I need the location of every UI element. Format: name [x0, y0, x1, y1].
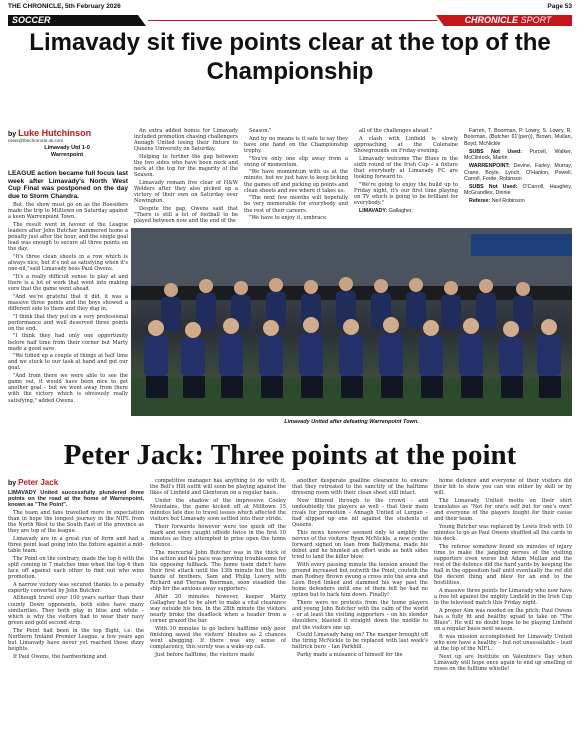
team-lineup-limavady	[354, 208, 458, 214]
paragraph: "The next few months will hopefully be very memorable for everybody and the rest of their careers.	[244, 195, 348, 214]
subs-players: Purcell, Walker, McClintock, Martin	[464, 148, 572, 162]
team-label: LIMAVADY:	[359, 207, 388, 214]
author-email[interactable]: news@thechronicle.uk.com	[8, 138, 64, 143]
story1-column-2	[134, 128, 238, 224]
paragraph: home defence and everyone of their visitors did their bit to show you can win either by skill or by will.	[434, 478, 572, 497]
sport-label: SPORT	[520, 15, 552, 25]
paragraph: An extra added bonus for Limavady included promotion chasing challengers Annagh United losing their fixture to Queens University on Saturday.	[134, 128, 238, 153]
paragraph: Could Limavady hang on? The manger brought off the tiring McNickle to be replaced with last week's hattrick hero – Ian Parkhill.	[292, 632, 428, 651]
referee-label: Referee:	[469, 198, 491, 205]
paragraph: Parky made a nuisance of himself for the	[297, 652, 403, 659]
story1-column-1	[8, 170, 128, 440]
score-team: Warrenpoint	[50, 152, 84, 158]
story2-column-2	[150, 478, 286, 732]
paragraph: And by no means is it safe to say they have one hand on the Championship trophy.	[244, 135, 348, 154]
paragraph: There were no protests from the home players and young John Butcher with the calm of the world – or at least the visiting supporters – on his slender shoulders, blasted it straight down the middle to put the visitors one up.	[292, 600, 428, 631]
paragraph: "We have to enjoy it, embrace	[249, 215, 327, 222]
paragraph: Limavady remain five clear of H&W Welders after they also picked up a victory of their own on Saturday over Newington.	[134, 179, 238, 205]
paragraph: After 20 minutes however, keeper Marty Gallagher had to be alert to make a vital clearance way outside his box. In the 28th minute the visitors nearly broke the deadlock when a header from a corner grazed the bar.	[150, 594, 286, 625]
section-divider	[148, 20, 437, 21]
story2-column-3	[292, 478, 428, 732]
page-number: Page 53	[547, 3, 572, 10]
paragraph: Just before halftime, the visitors made	[155, 652, 255, 659]
paragraph: "It's a really difficult venue to play at and there is a lot of work that went into making sure that the game went ahead.	[8, 273, 128, 292]
chronicle-sport-label	[444, 15, 572, 26]
paragraph: A narrow victory was secured thanks to a penalty expertly converted by John Butcher.	[8, 581, 144, 594]
paragraph: A clash with Linfield is slowly approaching at the Coleraine Showgrounds on Friday evening.	[354, 135, 458, 154]
paragraph: "And from there we were able to see the game out, it would have been nice to get another goal – but we went away from there with the victory which is obviously really satisfying," added Owens.	[8, 373, 128, 404]
section-band	[8, 15, 572, 26]
paragraph: Now filtered through to the crowd – and undoubtedly the players as well – that their main rivals for promotion – Annagh United of Lurgan – had slipped up one nil against the students of Queens.	[292, 497, 428, 529]
story2-column-1	[8, 490, 144, 732]
paragraph: A massive three points for Limavady who now have a free hit against the mighty Linfield in the Irish Cup in the televised match this Friday night.	[434, 587, 572, 607]
paragraph: The mercurial John Butcher was in the thick of the action and his pace was proving troublesome for his opposing fullback. The home team didn't have their first attack until the 13th minute but the two bands of brothers, Sam and Philip Lowry with Richard and Tiernan Boorman, soon steadied the ship for the anxious away supporters.	[150, 549, 286, 593]
team-lineup-continued: Farren, T. Boorman, P. Lowry, S. Lowry, R. Boorman, (Butcher 61'(pen)), Brown, Mullan, Boyd, McNickle	[464, 128, 572, 147]
story1-column-3	[244, 128, 348, 224]
paragraph: The Limavady United motto on their shirt translates as "Not for one's self but for one's own" and everyone of the players fought for their cause and their team.	[434, 497, 572, 523]
paragraph: Under the shadow of the impressive Cooley Mountains, the game kicked off at Milltown 15 minutes late due to travel issues which affected the visitors but Limavady soon settled into their stride.	[150, 497, 286, 523]
byline-prefix: by	[8, 131, 17, 138]
story2-column-4	[434, 478, 572, 732]
author-name: Peter Jack	[18, 478, 59, 487]
paper-dateline: THE CHRONICLE, 5th February 2026	[8, 3, 121, 10]
team-label: WARRENPOINT:	[469, 163, 510, 170]
team-photo	[131, 228, 572, 416]
paragraph: another desperate goalline clearance to ensure that they retreated to the sanctity of the halftime dressing room with their clean sheet still intact.	[292, 478, 428, 497]
paragraph: With 10 minutes to go before halftime only poor finishing saved the visitors' blushes as 2 chances went abegging. If there was any sense of complacency, this surely was a wake-up call.	[150, 626, 286, 651]
paragraph: It was mission accomplished for Limavady United who now have a healthy – but not unassailable – lead at the top of the NIFL.	[434, 633, 572, 652]
paragraph: all of the challenges ahead."	[359, 128, 433, 134]
photo-caption: Limavady United after defeating Warrenpoint Town.	[284, 419, 419, 425]
paragraph: "We're going to enjoy the build up to Friday night, it's our first time playing on TV which is going to be brilliant for everybody."	[354, 181, 458, 206]
team-players: Gallagher,	[388, 207, 413, 214]
story1-byline	[8, 128, 126, 159]
subs-label: SUBS Not Used:	[469, 184, 518, 191]
paragraph: competitive manager has anything to do with it, the Bell's Hill outfit will soon be playing against the likes of Linfield and Glentoran on a regular basis.	[150, 478, 286, 497]
paragraph: The referee somehow found six minutes of injury time to make the jangling nerves of the visiting supporters even worse but Adam Mullan and the rest of the defence did the hard yards by keeping the ball in the opposition half until eventually the ref did the decent thing and blew for an end to the hostilities.	[434, 543, 572, 587]
score-line: Limavady Utd 1-0	[44, 145, 90, 151]
paragraph: The Point on the contrary, made the top 6 with the split coming in 7 matches time when the top 6 then face off against each other to find out who wins promotion.	[8, 555, 144, 580]
byline-author	[8, 128, 126, 138]
team-photo-illustration	[131, 228, 572, 416]
paragraph: "I think that they put on a very professional performance and well deserved three points on the end.	[8, 313, 128, 332]
byline-prefix: by	[8, 480, 17, 487]
author-name: Luke Hutchinson	[18, 128, 92, 138]
page-header	[8, 3, 572, 13]
paragraph: The team and fans travelled more in expectation than in hope the longest journey in the NIFL from the North West to the South East of the province as they are top of the league.	[8, 509, 144, 535]
referee-name: Neil Robinson	[491, 198, 525, 205]
story1-column-5	[464, 128, 572, 224]
subs-label: SUBS Not Used:	[469, 148, 523, 155]
paragraph: If Paul Owens, the hardworking and	[13, 653, 107, 660]
paragraph: "We tidied up a couple of things at half time and we stuck to our task at hand and got our goal.	[8, 353, 128, 372]
paragraph: Limavady welcome The Blues in the sixth round of the Irish Cup – a fixture that everybody at Limavady FC are looking forward to.	[354, 155, 458, 180]
story2-byline	[8, 478, 58, 487]
soccer-section-label: SOCCER	[8, 15, 138, 26]
paragraph: "And we're grateful that it did, it was a massive three points and the boys showed a different side to them and they dug in.	[8, 293, 128, 312]
paragraph: Young Butcher was replaced by Lewis Irish with 10 minutes to go as Paul Owens shuffled all the cards in his deck.	[434, 523, 572, 543]
paragraph: Although travel over 100 years earlier than their county Down opponents, both sides have many similarities. They both play in blue and white – which is why the visitors had to wear their navy green and gold second strip.	[8, 595, 144, 626]
story1-column-4	[354, 128, 458, 224]
paragraph: "We have momentum with us at the minute, but we just have to keep ticking the games off and picking up points and clean sheets and see where it takes us.	[244, 169, 348, 194]
lead-paragraph: LIMAVADY United successfully plundered three points on the road at the home of Warrenpoint, known as "The Point".	[8, 490, 144, 509]
chronicle-brand: CHRONICLE	[464, 15, 519, 25]
subs-limavady	[464, 149, 572, 162]
referee-line	[464, 198, 572, 204]
paragraph: Helping to further the gap between the two sides who have been neck and neck at the top for the majority of the Season.	[134, 153, 238, 179]
paragraph: With every passing minute the tension around the ground increased but outwith the Point, couteth the man Rodney Brown swung a cross into the area and Leon Boyd linked and slammed his way past the home defenders until one of them felt he had no option but to hack him down. Finally!	[292, 562, 428, 599]
subs-players: O'Carroll, Haughey, McGrandles, Dinnie	[464, 184, 572, 197]
team-lineup-warrenpoint	[464, 163, 572, 182]
paragraph: The Point had been in the top flight, i.e. the Northern Ireland Premier League, a few years ago but Limavady have never yet reached those dizzy heights.	[8, 627, 144, 652]
paragraph: Season."	[249, 128, 272, 134]
paragraph: Next up are Institute on Valentine's Day when Limavady will hope once again to end up smelling of roses on the fulltime whistle!	[434, 653, 572, 672]
paragraph: But, the show must go on as the Roesiders made the trip to Milltown on Saturday against a keen Warrenpoint Town.	[8, 201, 128, 221]
paragraph: A proper Aim was needed on the pitch; Paul Owens has a fully fit and healthy squad to take on "The Blues". He will no doubt hope to be playing Linfield on a regular basis next season.	[434, 607, 572, 633]
paragraph: Despite the gap, Owens said that "There is still a lot of football to be played between now and the end of the	[134, 205, 238, 224]
paragraph: Their forwards however were too quick off the mark and were caught offside twice in the first 10 minutes as they attempted to prise open the home defence.	[150, 523, 286, 549]
paragraph: "I think they had only one opportunity before half time from their corner but Marty made a good save.	[8, 333, 128, 352]
paragraph: The result went in favour of the League leaders after John Butcher hammered home a penalty just after the hour, and the single goal lead was enough to secure all three points on the day.	[8, 221, 128, 253]
second-headline: Peter Jack: Three points at the point	[63, 439, 517, 471]
paragraph: This news however seemed only to amplify the nerves of the visitors. Ryan McNickle, a new centre forward signed on loan from Ballymena, made his debut and he blunted an effort wide as both sides tried to land the killer blow.	[292, 529, 428, 561]
subs-warrenpoint	[464, 184, 572, 197]
paragraph: Limavady are in a great run of form and had a three point lead going into the fixture against a mid-table team.	[8, 535, 144, 555]
main-headline: Limavady sit five points clear at the top of the Championship	[29, 29, 551, 85]
score-box	[8, 145, 126, 159]
lead-paragraph: LEAGUE action became full focus last week after Limavady's North West Cup Final was postponed on the day due to Storm Chandra.	[8, 170, 128, 200]
paragraph: "It's three clean sheets in a row which is always nice, but it's not as satisfying when it's one-nil,"said Limavady boss Paul Owens.	[8, 253, 128, 273]
paragraph: "You're only one slip away from a swing of momentum.	[244, 155, 348, 168]
team-players: Devine, Farley, Murray, Crane, Boyle, Lynch, O'Hanlon, Powell, Carroll, Forde, Robinson	[464, 163, 572, 183]
